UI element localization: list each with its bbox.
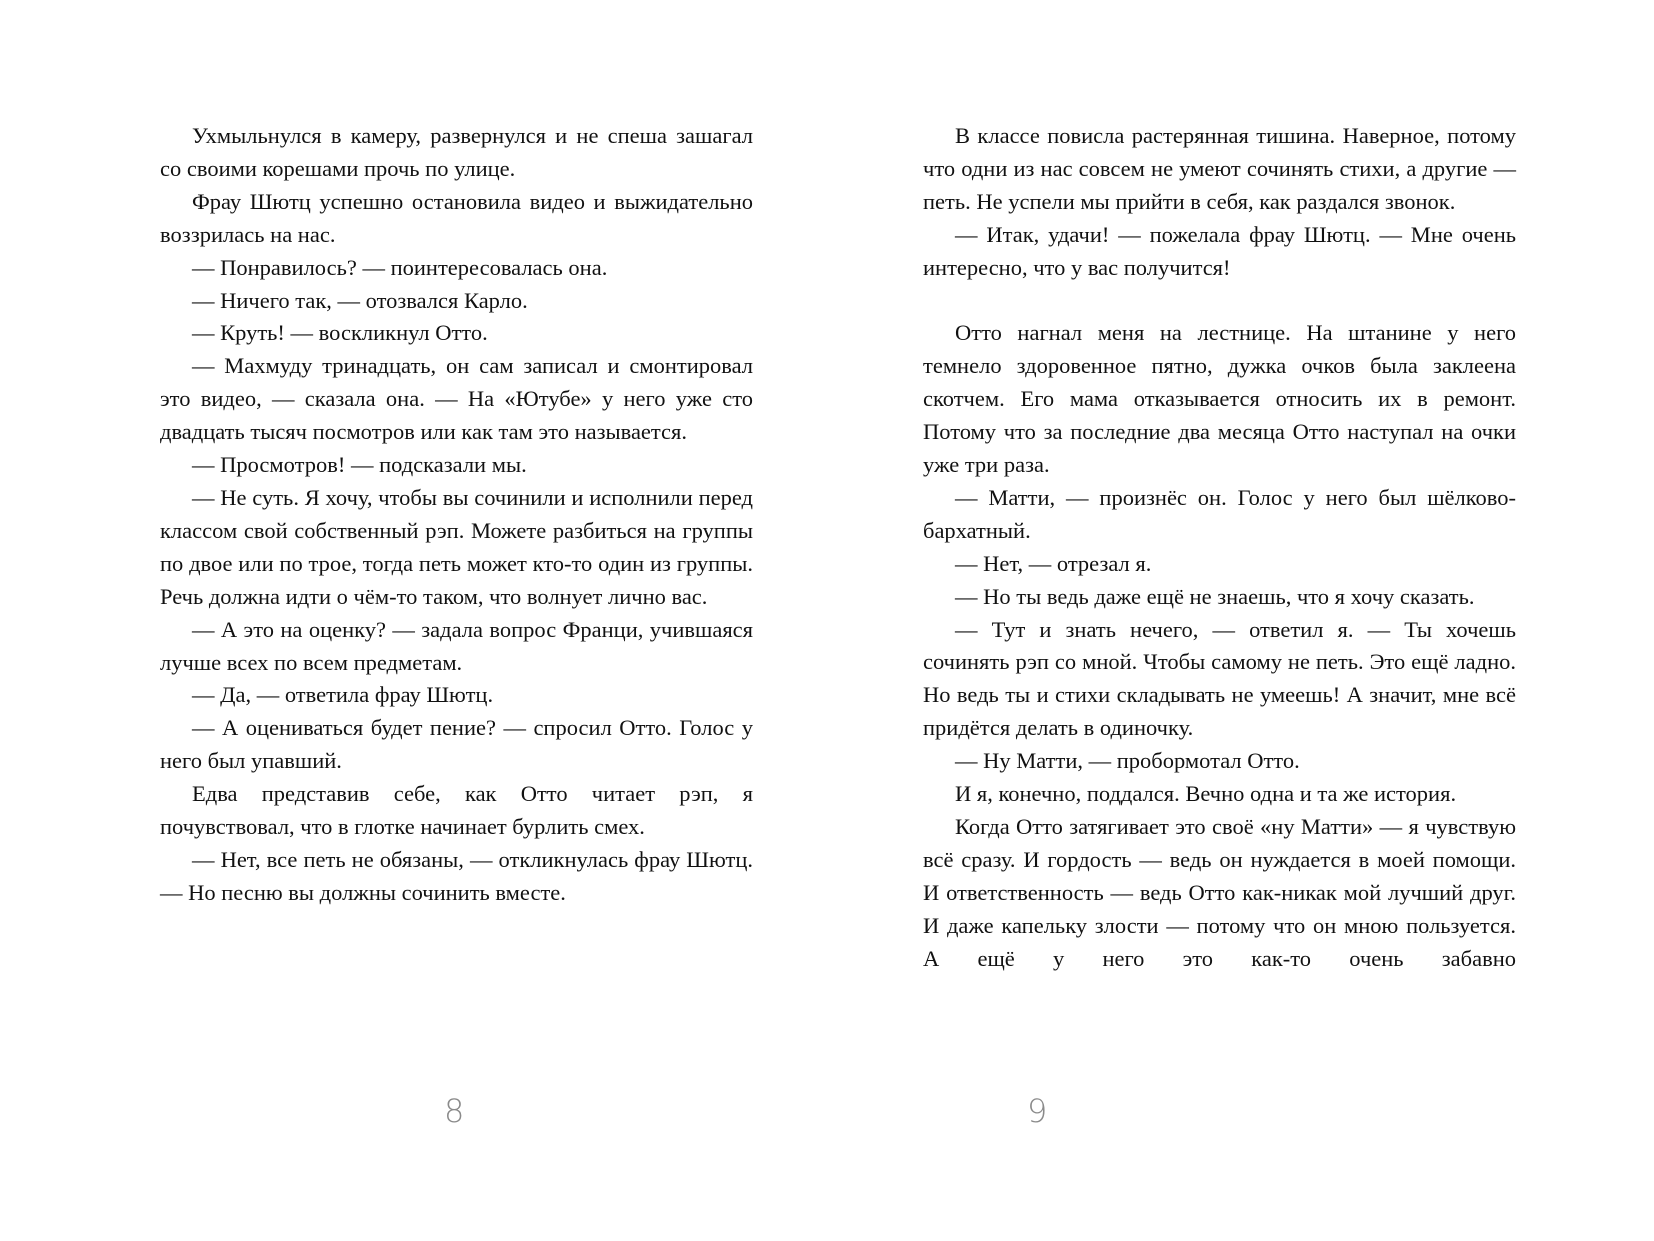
paragraph: Ухмыльнулся в камеру, развернулся и не спеша зашагал со своими корешами прочь по улице. xyxy=(160,123,753,181)
paragraph: — Итак, удачи! — пожелала фрау Шютц. — Мне очень интересно, что у вас получится! xyxy=(923,221,1516,280)
paragraph: — Понравилось? — поинтересовалась она. xyxy=(192,254,608,280)
paragraph: Когда Отто затягивает это своё «ну Матти» — я чувствую всё сразу. И гордость — ведь он нуждается в моей помощи. И ответственность — ведь Отто как-никак мой лучший друг. И даже капельку злости — потому что он мною пользуется. А ещё у него это как-то очень забавно xyxy=(923,814,1516,971)
right-page-text xyxy=(923,120,1516,976)
paragraph: И я, конечно, поддался. Вечно одна и та же история. xyxy=(955,781,1457,807)
page-number: 8 xyxy=(444,1092,465,1130)
paragraph: — Нет, — отрезал я. xyxy=(955,550,1152,576)
paragraph: Отто нагнал меня на лестнице. На штанине у него темнело здоровенное пятно, дужка очков была заклеена скотчем. Его мама отказывается относить их в ремонт. Потому что за последние два месяца Отто наступал на очки уже три раза. xyxy=(923,320,1516,478)
paragraph: Фрау Шютц успешно остановила видео и выжидательно воззрилась на нас. xyxy=(160,188,753,247)
paragraph: — Тут и знать нечего, — ответил я. — Ты хочешь сочинять рэп со мной. Чтобы самому не петь. Это ещё ладно. Но ведь ты и стихи складывать не умеешь! А значит, мне всё придётся делать в одиночку. xyxy=(923,616,1516,741)
paragraph: Едва представив себе, как Отто читает рэп, я почувствовал, что в глотке начинает бурлить смех. xyxy=(160,781,753,840)
page-number: 9 xyxy=(1027,1092,1048,1130)
paragraph: — А это на оценку? — задала вопрос Франци, учившаяся лучше всех по всем предметам. xyxy=(160,616,753,675)
paragraph: — Круть! — воскликнул Отто. xyxy=(192,320,488,346)
paragraph: — Матти, — произнёс он. Голос у него был шёлково-бархатный. xyxy=(923,484,1516,543)
right-page xyxy=(827,0,1654,1241)
paragraph: — Ну Матти, — пробормотал Отто. xyxy=(955,748,1300,774)
paragraph: — Махмуду тринадцать, он сам записал и смонтировал это видео, — сказала она. — На «Ютубе» у него уже сто двадцать тысяч посмотров или как там это называется. xyxy=(160,353,753,445)
left-page-text xyxy=(160,120,753,910)
paragraph: В классе повисла растерянная тишина. Наверное, потому что одни из нас совсем не умеют сочинять стихи, а другие — петь. Не успели мы прийти в себя, как раздался звонок. xyxy=(923,123,1516,214)
paragraph: — Да, — ответила фрау Шютц. xyxy=(192,682,494,708)
paragraph: — Ничего так, — отозвался Карло. xyxy=(192,287,528,313)
paragraph: — Нет, все петь не обязаны, — откликнулась фрау Шютц. — Но песню вы должны сочинить вместе. xyxy=(160,846,753,905)
paragraph: — Просмотров! — подсказали мы. xyxy=(192,452,527,478)
paragraph: — Но ты ведь даже ещё не знаешь, что я хочу сказать. xyxy=(955,583,1475,609)
paragraph: — Не суть. Я хочу, чтобы вы сочинили и исполнили перед классом свой собственный рэп. Можете разбиться на группы по двое или по трое, тогда петь может кто-то один из группы. Речь должна идти о чём-то таком, что волнует лично вас. xyxy=(160,484,753,609)
paragraph: — А оцениваться будет пение? — спросил Отто. Голос у него был упавший. xyxy=(160,715,753,774)
